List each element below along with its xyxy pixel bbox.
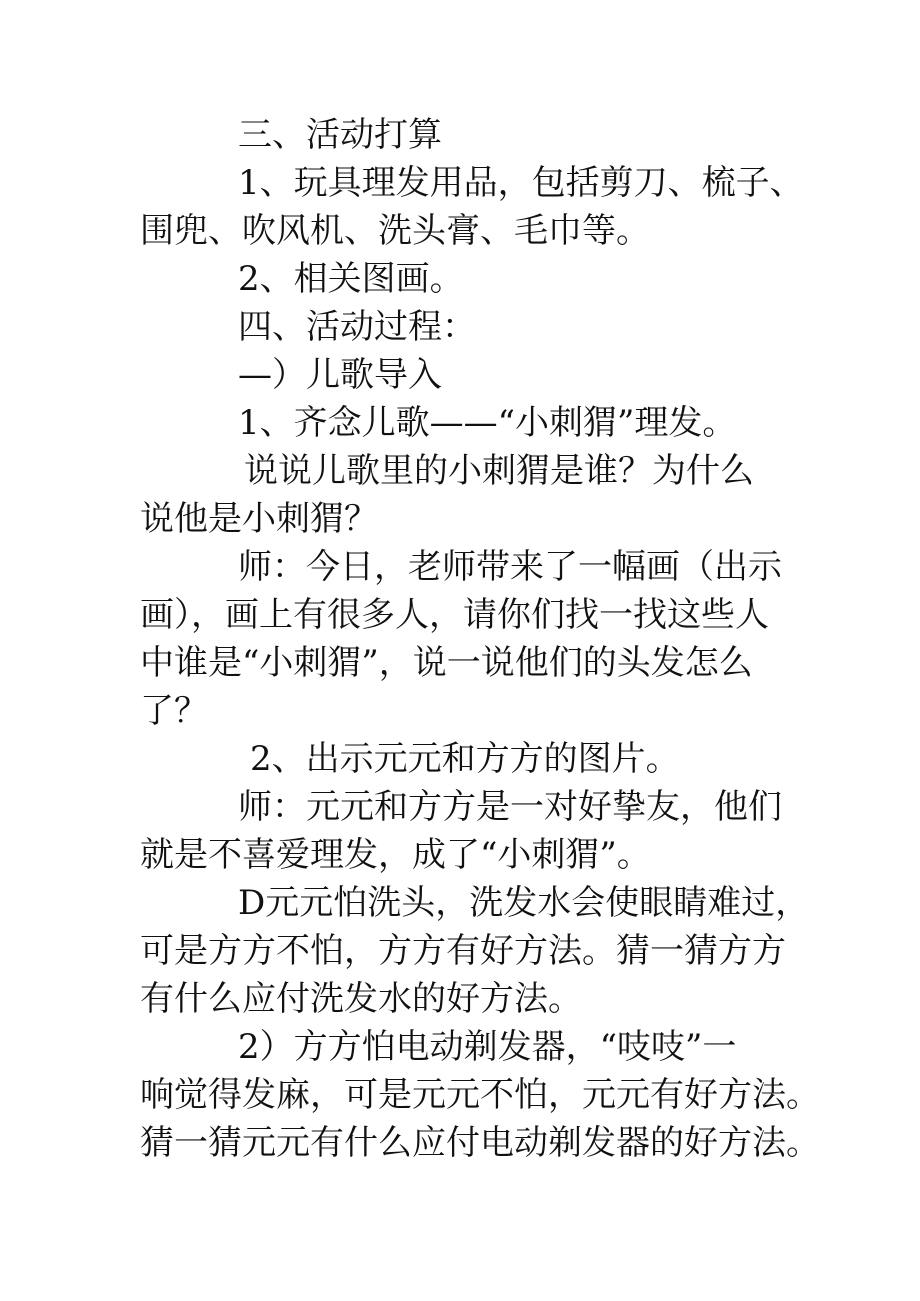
paragraph-line: 师：元元和方方是一对好挚友，他们 <box>238 787 782 827</box>
document-body <box>140 111 820 1167</box>
paragraph-line: 说说儿歌里的小刺猬是谁？为什么 <box>244 451 754 491</box>
paragraph-line: 猜一猜元元有什么应付电动剃发器的好方法。 <box>140 1123 820 1163</box>
section-heading-process: 四、活动过程： <box>238 307 476 347</box>
paragraph-line: 可是方方不怕，方方有好方法。猜一猜方方 <box>140 931 786 971</box>
paragraph-line: 围兜、吹风机、洗头膏、毛巾等。 <box>140 211 650 251</box>
paragraph-line: 画），画上有很多人，请你们找一找这些人 <box>140 595 769 635</box>
paragraph-line: D元元怕洗头，洗发水会使眼睛难过， <box>238 883 810 923</box>
paragraph-line: 就是不喜爱理发，成了“小刺猬”。 <box>140 835 651 875</box>
paragraph-line: 说他是小刺猬？ <box>140 499 378 539</box>
paragraph-line: 响觉得发麻，可是元元不怕，元元有好方法。 <box>140 1075 820 1115</box>
paragraph-line: 中谁是“小刺猬”，说一说他们的头发怎么 <box>140 643 753 683</box>
paragraph-line: 1、齐念儿歌——“小刺猬”理发。 <box>238 403 737 443</box>
paragraph-line: 2）方方怕电动剃发器，“吱吱”一 <box>238 1027 737 1067</box>
paragraph-line: 2、出示元元和方方的图片。 <box>250 739 680 779</box>
section-heading-preparation: 三、活动打算 <box>238 115 442 155</box>
paragraph-line: 有什么应付洗发水的好方法。 <box>140 979 582 1019</box>
paragraph-line: 1、玩具理发用品，包括剪刀、梳子、 <box>238 163 804 203</box>
paragraph-line: 2、相关图画。 <box>238 259 464 299</box>
paragraph-line: 了？ <box>140 691 208 731</box>
subsection-heading: —）儿歌导入 <box>238 355 442 395</box>
paragraph-line: 师：今日，老师带来了一幅画（出示 <box>238 547 782 587</box>
